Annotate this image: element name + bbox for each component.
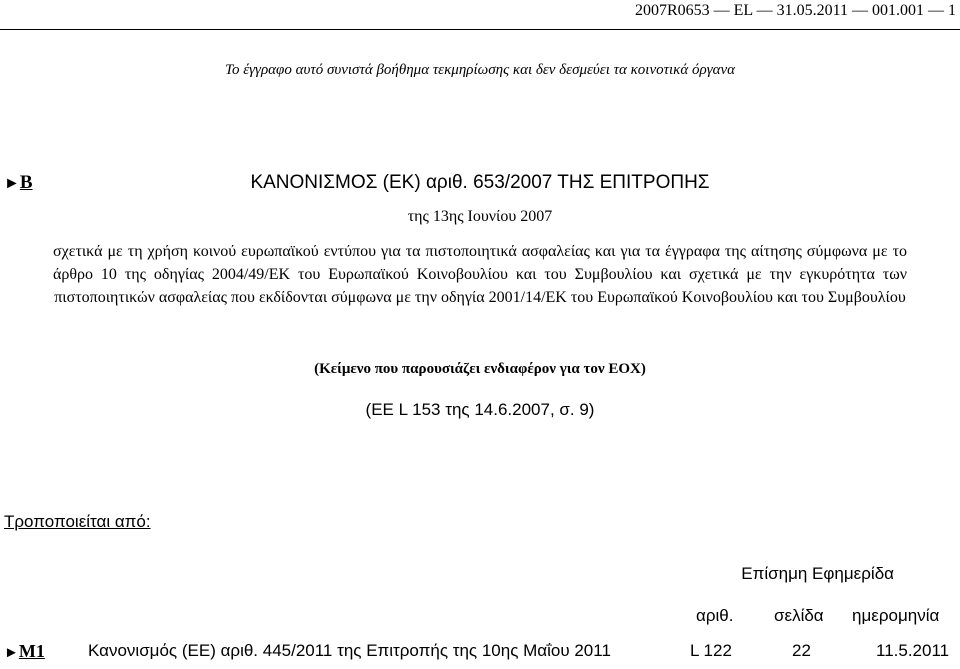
- document-reference: 2007R0653 — EL — 31.05.2011 — 001.001 — 1: [634, 2, 956, 19]
- amendment-marker-m1[interactable]: [4, 641, 45, 662]
- eea-relevance-note: (Κείμενο που παρουσιάζει ενδιαφέρον για τον ΕΟΧ): [314, 361, 646, 377]
- column-header-number: αριθ.: [696, 606, 734, 625]
- amendment-date: 11.5.2011: [876, 641, 950, 660]
- column-header-date: ημερομηνία: [852, 606, 940, 625]
- amended-by-heading: Τροποποιείται από:: [4, 512, 151, 531]
- amendment-title: Κανονισμός (ΕΕ) αριθ. 445/2011 της Επιτροπής της 10ης Μαΐου 2011: [88, 641, 611, 660]
- amendment-oj-number: L 122: [690, 641, 732, 660]
- header-rule: [0, 29, 960, 30]
- base-act-marker-label: B: [19, 172, 33, 193]
- amendment-marker-label: M1: [18, 641, 45, 661]
- triangle-right-icon: ►: [4, 645, 19, 661]
- regulation-title: ΚΑΝΟΝΙΣΜΟΣ (ΕΚ) αριθ. 653/2007 ΤΗΣ ΕΠΙΤΡΟΠΗΣ: [250, 172, 710, 193]
- official-journal-reference: (ΕΕ L 153 της 14.6.2007, σ. 9): [365, 400, 595, 419]
- amendment-page: 22: [792, 641, 811, 660]
- triangle-right-icon: ►: [4, 175, 20, 192]
- disclaimer-note: Το έγγραφο αυτό συνιστά βοήθημα τεκμηρίωσης και δεν δεσμεύει τα κοινοτικά όργανα: [224, 62, 736, 78]
- column-header-page: σελίδα: [774, 606, 824, 625]
- official-journal-column-header: Επίσημη Εφημερίδα: [741, 564, 894, 583]
- regulation-subject: σχετικά με τη χρήση κοινού ευρωπαϊκού εντύπου για τα πιστοποιητικά ασφαλείας και για τα έγγραφα της αίτησης σύμφωνα με το άρθρο 10 της οδηγίας 2004/49/ΕΚ του Ευρωπαϊκού Κοινοβουλίου και του Συμβουλίου και σχετικά με την εγκυρότητα των πιστοποιητικών ασφαλείας που εκδίδονται σύμφωνα με την οδηγία 2001/14/ΕΚ του Ευρωπαϊκού Κοινοβουλίου και του Συμβουλίου: [53, 243, 907, 306]
- regulation-date: της 13ης Ιουνίου 2007: [407, 208, 553, 225]
